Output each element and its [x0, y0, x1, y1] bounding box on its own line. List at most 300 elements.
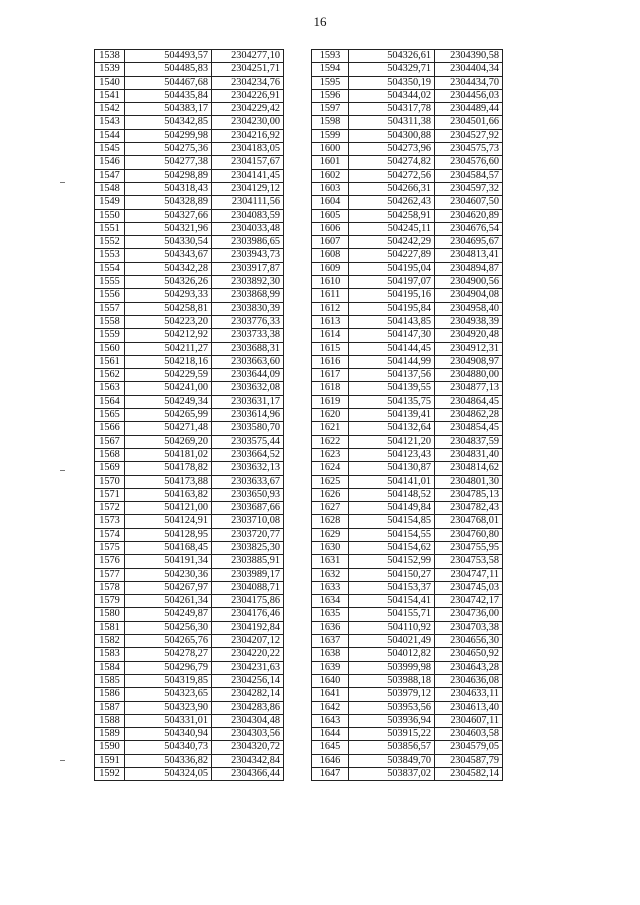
table-row	[312, 143, 503, 156]
x-coordinate-cell: 504256,30	[125, 621, 212, 634]
table-row	[95, 541, 284, 554]
y-coordinate-cell: 2304877,13	[435, 382, 503, 395]
x-coordinate-cell: 504329,71	[349, 63, 435, 76]
table-row	[95, 395, 284, 408]
y-coordinate-cell: 2304742,17	[435, 595, 503, 608]
x-coordinate-cell: 504300,88	[349, 129, 435, 142]
y-coordinate-cell: 2304813,41	[435, 249, 503, 262]
table-row	[312, 448, 503, 461]
y-coordinate-cell: 2304703,38	[435, 621, 503, 634]
point-number-cell: 1633	[312, 581, 349, 594]
x-coordinate-cell: 504383,17	[125, 103, 212, 116]
y-coordinate-cell: 2304582,14	[435, 768, 503, 781]
x-coordinate-cell: 504137,56	[349, 369, 435, 382]
table-row	[312, 475, 503, 488]
y-coordinate-cell: 2304785,13	[435, 488, 503, 501]
x-coordinate-cell: 503999,98	[349, 661, 435, 674]
x-coordinate-cell: 504336,82	[125, 754, 212, 767]
x-coordinate-cell: 504266,31	[349, 182, 435, 195]
point-number-cell: 1607	[312, 236, 349, 249]
point-number-cell: 1623	[312, 448, 349, 461]
table-row	[312, 182, 503, 195]
x-coordinate-cell: 504265,99	[125, 409, 212, 422]
x-coordinate-cell: 504272,56	[349, 169, 435, 182]
table-row	[312, 674, 503, 687]
x-coordinate-cell: 504154,55	[349, 528, 435, 541]
table-row	[312, 568, 503, 581]
y-coordinate-cell: 2303687,66	[212, 502, 284, 515]
y-coordinate-cell: 2304745,03	[435, 581, 503, 594]
table-row	[312, 502, 503, 515]
table-row	[312, 289, 503, 302]
table-row	[312, 329, 503, 342]
y-coordinate-cell: 2303825,30	[212, 541, 284, 554]
table-row	[312, 315, 503, 328]
x-coordinate-cell: 504211,27	[125, 342, 212, 355]
y-coordinate-cell: 2304904,08	[435, 289, 503, 302]
y-coordinate-cell: 2303650,93	[212, 488, 284, 501]
x-coordinate-cell: 504318,43	[125, 182, 212, 195]
x-coordinate-cell: 504178,82	[125, 462, 212, 475]
y-coordinate-cell: 2304695,67	[435, 236, 503, 249]
table-row	[312, 435, 503, 448]
x-coordinate-cell: 504324,05	[125, 768, 212, 781]
y-coordinate-cell: 2304501,66	[435, 116, 503, 129]
point-number-cell: 1620	[312, 409, 349, 422]
y-coordinate-cell: 2303614,96	[212, 409, 284, 422]
y-coordinate-cell: 2304231,63	[212, 661, 284, 674]
table-row	[312, 515, 503, 528]
table-row	[312, 276, 503, 289]
point-number-cell: 1552	[95, 236, 125, 249]
point-number-cell: 1539	[95, 63, 125, 76]
point-number-cell: 1641	[312, 688, 349, 701]
y-coordinate-cell: 2303580,70	[212, 422, 284, 435]
point-number-cell: 1559	[95, 329, 125, 342]
point-number-cell: 1549	[95, 196, 125, 209]
y-coordinate-cell: 2304404,34	[435, 63, 503, 76]
y-coordinate-cell: 2303632,13	[212, 462, 284, 475]
table-row	[312, 302, 503, 315]
point-number-cell: 1640	[312, 674, 349, 687]
point-number-cell: 1572	[95, 502, 125, 515]
point-number-cell: 1618	[312, 382, 349, 395]
point-number-cell: 1637	[312, 635, 349, 648]
y-coordinate-cell: 2304489,44	[435, 103, 503, 116]
y-coordinate-cell: 2304650,92	[435, 648, 503, 661]
y-coordinate-cell: 2304597,32	[435, 182, 503, 195]
margin-mark	[60, 182, 65, 183]
point-number-cell: 1553	[95, 249, 125, 262]
y-coordinate-cell: 2304607,11	[435, 714, 503, 727]
table-row	[312, 236, 503, 249]
y-coordinate-cell: 2303632,08	[212, 382, 284, 395]
y-coordinate-cell: 2304643,28	[435, 661, 503, 674]
x-coordinate-cell: 504326,61	[349, 50, 435, 63]
x-coordinate-cell: 504271,48	[125, 422, 212, 435]
x-coordinate-cell: 504241,00	[125, 382, 212, 395]
table-row	[312, 103, 503, 116]
point-number-cell: 1642	[312, 701, 349, 714]
point-number-cell: 1615	[312, 342, 349, 355]
table-row	[95, 475, 284, 488]
table-row	[95, 714, 284, 727]
table-row	[95, 502, 284, 515]
y-coordinate-cell: 2304226,91	[212, 89, 284, 102]
point-number-cell: 1617	[312, 369, 349, 382]
y-coordinate-cell: 2304862,28	[435, 409, 503, 422]
x-coordinate-cell: 504121,20	[349, 435, 435, 448]
x-coordinate-cell: 504181,02	[125, 448, 212, 461]
x-coordinate-cell: 504258,91	[349, 209, 435, 222]
table-row	[95, 182, 284, 195]
x-coordinate-cell: 504249,34	[125, 395, 212, 408]
x-coordinate-cell: 504340,94	[125, 728, 212, 741]
point-number-cell: 1570	[95, 475, 125, 488]
point-number-cell: 1541	[95, 89, 125, 102]
point-number-cell: 1627	[312, 502, 349, 515]
table-row	[95, 262, 284, 275]
point-number-cell: 1644	[312, 728, 349, 741]
table-row	[95, 315, 284, 328]
y-coordinate-cell: 2304620,89	[435, 209, 503, 222]
x-coordinate-cell: 504350,19	[349, 76, 435, 89]
x-coordinate-cell: 503988,18	[349, 674, 435, 687]
y-coordinate-cell: 2303644,09	[212, 369, 284, 382]
point-number-cell: 1601	[312, 156, 349, 169]
point-number-cell: 1614	[312, 329, 349, 342]
point-number-cell: 1630	[312, 541, 349, 554]
x-coordinate-cell: 504168,45	[125, 541, 212, 554]
y-coordinate-cell: 2304894,87	[435, 262, 503, 275]
table-row	[95, 382, 284, 395]
point-number-cell: 1628	[312, 515, 349, 528]
point-number-cell: 1612	[312, 302, 349, 315]
y-coordinate-cell: 2304607,50	[435, 196, 503, 209]
point-number-cell: 1587	[95, 701, 125, 714]
x-coordinate-cell: 504149,84	[349, 502, 435, 515]
table-row	[95, 169, 284, 182]
x-coordinate-cell: 504262,43	[349, 196, 435, 209]
x-coordinate-cell: 504021,49	[349, 635, 435, 648]
y-coordinate-cell: 2304157,67	[212, 156, 284, 169]
point-number-cell: 1595	[312, 76, 349, 89]
x-coordinate-cell: 504110,92	[349, 621, 435, 634]
y-coordinate-cell: 2304216,92	[212, 129, 284, 142]
y-coordinate-cell: 2304229,42	[212, 103, 284, 116]
y-coordinate-cell: 2303664,52	[212, 448, 284, 461]
y-coordinate-cell: 2304837,59	[435, 435, 503, 448]
point-number-cell: 1579	[95, 595, 125, 608]
x-coordinate-cell: 504128,95	[125, 528, 212, 541]
point-number-cell: 1584	[95, 661, 125, 674]
y-coordinate-cell: 2304366,44	[212, 768, 284, 781]
point-number-cell: 1589	[95, 728, 125, 741]
point-number-cell: 1580	[95, 608, 125, 621]
table-row	[95, 302, 284, 315]
point-number-cell: 1596	[312, 89, 349, 102]
y-coordinate-cell: 2304527,92	[435, 129, 503, 142]
point-number-cell: 1594	[312, 63, 349, 76]
point-number-cell: 1565	[95, 409, 125, 422]
x-coordinate-cell: 504340,73	[125, 741, 212, 754]
table-row	[95, 595, 284, 608]
y-coordinate-cell: 2304342,84	[212, 754, 284, 767]
x-coordinate-cell: 504467,68	[125, 76, 212, 89]
x-coordinate-cell: 504139,55	[349, 382, 435, 395]
table-row	[312, 409, 503, 422]
x-coordinate-cell: 504152,99	[349, 555, 435, 568]
y-coordinate-cell: 2303663,60	[212, 355, 284, 368]
point-number-cell: 1597	[312, 103, 349, 116]
x-coordinate-cell: 504195,16	[349, 289, 435, 302]
y-coordinate-cell: 2304753,58	[435, 555, 503, 568]
point-number-cell: 1550	[95, 209, 125, 222]
point-number-cell: 1603	[312, 182, 349, 195]
y-coordinate-cell: 2304320,72	[212, 741, 284, 754]
table-row	[95, 448, 284, 461]
y-coordinate-cell: 2303989,17	[212, 568, 284, 581]
point-number-cell: 1609	[312, 262, 349, 275]
table-row	[95, 116, 284, 129]
x-coordinate-cell: 504327,66	[125, 209, 212, 222]
table-row	[312, 608, 503, 621]
x-coordinate-cell: 504130,87	[349, 462, 435, 475]
y-coordinate-cell: 2304736,00	[435, 608, 503, 621]
table-row	[312, 196, 503, 209]
table-row	[95, 488, 284, 501]
table-row	[312, 382, 503, 395]
table-row	[312, 462, 503, 475]
x-coordinate-cell: 504191,34	[125, 555, 212, 568]
table-row	[312, 355, 503, 368]
table-row	[95, 276, 284, 289]
point-number-cell: 1560	[95, 342, 125, 355]
table-row	[312, 156, 503, 169]
table-row	[312, 555, 503, 568]
point-number-cell: 1626	[312, 488, 349, 501]
x-coordinate-cell: 503856,57	[349, 741, 435, 754]
y-coordinate-cell: 2304251,71	[212, 63, 284, 76]
table-row	[312, 116, 503, 129]
x-coordinate-cell: 504154,62	[349, 541, 435, 554]
table-row	[95, 435, 284, 448]
x-coordinate-cell: 504435,84	[125, 89, 212, 102]
point-number-cell: 1613	[312, 315, 349, 328]
point-number-cell: 1600	[312, 143, 349, 156]
table-row	[95, 103, 284, 116]
table-row	[312, 595, 503, 608]
x-coordinate-cell: 504150,27	[349, 568, 435, 581]
y-coordinate-cell: 2304282,14	[212, 688, 284, 701]
y-coordinate-cell: 2304192,84	[212, 621, 284, 634]
table-row	[95, 754, 284, 767]
y-coordinate-cell: 2304755,95	[435, 541, 503, 554]
x-coordinate-cell: 504258,81	[125, 302, 212, 315]
table-row	[95, 209, 284, 222]
y-coordinate-cell: 2304587,79	[435, 754, 503, 767]
table-row	[312, 76, 503, 89]
y-coordinate-cell: 2304111,56	[212, 196, 284, 209]
table-row	[95, 342, 284, 355]
table-row	[95, 143, 284, 156]
table-row	[312, 63, 503, 76]
point-number-cell: 1566	[95, 422, 125, 435]
y-coordinate-cell: 2304283,86	[212, 701, 284, 714]
table-row	[95, 222, 284, 235]
coordinates-table-right	[311, 49, 503, 781]
point-number-cell: 1571	[95, 488, 125, 501]
x-coordinate-cell: 504242,29	[349, 236, 435, 249]
y-coordinate-cell: 2304636,08	[435, 674, 503, 687]
x-coordinate-cell: 503979,12	[349, 688, 435, 701]
point-number-cell: 1590	[95, 741, 125, 754]
table-row	[312, 50, 503, 63]
x-coordinate-cell: 504323,65	[125, 688, 212, 701]
x-coordinate-cell: 504154,41	[349, 595, 435, 608]
coordinates-table-left	[94, 49, 284, 781]
y-coordinate-cell: 2304920,48	[435, 329, 503, 342]
x-coordinate-cell: 504121,00	[125, 502, 212, 515]
y-coordinate-cell: 2304782,43	[435, 502, 503, 515]
table-row	[95, 76, 284, 89]
point-number-cell: 1634	[312, 595, 349, 608]
y-coordinate-cell: 2304958,40	[435, 302, 503, 315]
x-coordinate-cell: 504293,33	[125, 289, 212, 302]
table-row	[312, 701, 503, 714]
point-number-cell: 1544	[95, 129, 125, 142]
y-coordinate-cell: 2304175,86	[212, 595, 284, 608]
table-row	[312, 648, 503, 661]
y-coordinate-cell: 2304760,80	[435, 528, 503, 541]
y-coordinate-cell: 2304579,05	[435, 741, 503, 754]
x-coordinate-cell: 504343,67	[125, 249, 212, 262]
y-coordinate-cell: 2304304,48	[212, 714, 284, 727]
table-row	[312, 249, 503, 262]
point-number-cell: 1569	[95, 462, 125, 475]
point-number-cell: 1556	[95, 289, 125, 302]
x-coordinate-cell: 504269,20	[125, 435, 212, 448]
point-number-cell: 1604	[312, 196, 349, 209]
point-number-cell: 1540	[95, 76, 125, 89]
point-number-cell: 1558	[95, 315, 125, 328]
y-coordinate-cell: 2304584,57	[435, 169, 503, 182]
point-number-cell: 1598	[312, 116, 349, 129]
y-coordinate-cell: 2304900,56	[435, 276, 503, 289]
y-coordinate-cell: 2303776,33	[212, 315, 284, 328]
x-coordinate-cell: 504278,27	[125, 648, 212, 661]
table-row	[95, 728, 284, 741]
y-coordinate-cell: 2303710,08	[212, 515, 284, 528]
x-coordinate-cell: 504141,01	[349, 475, 435, 488]
y-coordinate-cell: 2304183,05	[212, 143, 284, 156]
y-coordinate-cell: 2304831,40	[435, 448, 503, 461]
table-row	[312, 581, 503, 594]
x-coordinate-cell: 504267,97	[125, 581, 212, 594]
x-coordinate-cell: 504218,16	[125, 355, 212, 368]
table-row	[95, 462, 284, 475]
table-row	[312, 714, 503, 727]
table-row	[95, 369, 284, 382]
table-row	[95, 674, 284, 687]
point-number-cell: 1616	[312, 355, 349, 368]
x-coordinate-cell: 504195,84	[349, 302, 435, 315]
point-number-cell: 1646	[312, 754, 349, 767]
x-coordinate-cell: 504212,92	[125, 329, 212, 342]
table-row	[95, 555, 284, 568]
x-coordinate-cell: 504485,83	[125, 63, 212, 76]
point-number-cell: 1631	[312, 555, 349, 568]
table-row	[312, 621, 503, 634]
point-number-cell: 1568	[95, 448, 125, 461]
x-coordinate-cell: 504265,76	[125, 635, 212, 648]
x-coordinate-cell: 504274,82	[349, 156, 435, 169]
table-row	[95, 196, 284, 209]
table-row	[95, 409, 284, 422]
x-coordinate-cell: 503936,94	[349, 714, 435, 727]
x-coordinate-cell: 504275,36	[125, 143, 212, 156]
table-row	[312, 89, 503, 102]
y-coordinate-cell: 2303720,77	[212, 528, 284, 541]
table-row	[95, 129, 284, 142]
y-coordinate-cell: 2303892,30	[212, 276, 284, 289]
x-coordinate-cell: 504154,85	[349, 515, 435, 528]
x-coordinate-cell: 504143,85	[349, 315, 435, 328]
y-coordinate-cell: 2303830,39	[212, 302, 284, 315]
table-row	[95, 329, 284, 342]
point-number-cell: 1591	[95, 754, 125, 767]
table-row	[95, 156, 284, 169]
table-row	[312, 728, 503, 741]
point-number-cell: 1563	[95, 382, 125, 395]
y-coordinate-cell: 2304576,60	[435, 156, 503, 169]
x-coordinate-cell: 504331,01	[125, 714, 212, 727]
table-row	[312, 541, 503, 554]
table-row	[95, 635, 284, 648]
margin-mark	[60, 470, 65, 471]
x-coordinate-cell: 504326,26	[125, 276, 212, 289]
x-coordinate-cell: 504249,87	[125, 608, 212, 621]
y-coordinate-cell: 2304880,00	[435, 369, 503, 382]
x-coordinate-cell: 504153,37	[349, 581, 435, 594]
point-number-cell: 1621	[312, 422, 349, 435]
table-row	[95, 515, 284, 528]
point-number-cell: 1542	[95, 103, 125, 116]
y-coordinate-cell: 2304676,54	[435, 222, 503, 235]
point-number-cell: 1585	[95, 674, 125, 687]
point-number-cell: 1543	[95, 116, 125, 129]
y-coordinate-cell: 2304814,62	[435, 462, 503, 475]
table-row	[95, 50, 284, 63]
y-coordinate-cell: 2303885,91	[212, 555, 284, 568]
table-row	[312, 422, 503, 435]
y-coordinate-cell: 2304575,73	[435, 143, 503, 156]
y-coordinate-cell: 2304633,11	[435, 688, 503, 701]
y-coordinate-cell: 2303868,99	[212, 289, 284, 302]
y-coordinate-cell: 2304747,11	[435, 568, 503, 581]
y-coordinate-cell: 2303633,67	[212, 475, 284, 488]
point-number-cell: 1538	[95, 50, 125, 63]
y-coordinate-cell: 2304303,56	[212, 728, 284, 741]
x-coordinate-cell: 504323,90	[125, 701, 212, 714]
table-row	[312, 209, 503, 222]
point-number-cell: 1555	[95, 276, 125, 289]
x-coordinate-cell: 504195,04	[349, 262, 435, 275]
y-coordinate-cell: 2304912,31	[435, 342, 503, 355]
point-number-cell: 1629	[312, 528, 349, 541]
x-coordinate-cell: 503953,56	[349, 701, 435, 714]
y-coordinate-cell: 2304033,48	[212, 222, 284, 235]
